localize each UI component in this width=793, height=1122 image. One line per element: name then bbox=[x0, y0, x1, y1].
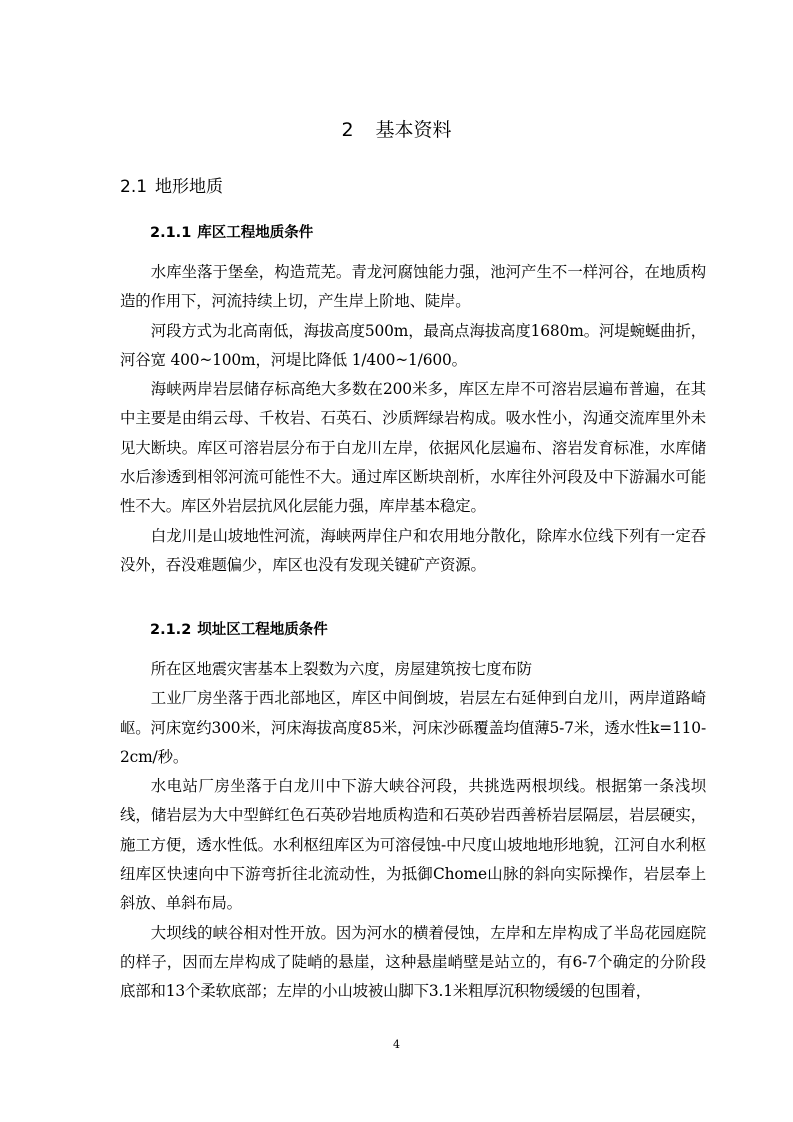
body-paragraph: 海峡两岸岩层储存标高绝大多数在200米多，库区左岸不可溶岩层遍布普遍，在其中主要是由绢云母、千枚岩、石英石、沙质辉绿岩构成。吸水性小，沟通交流库里外未见大断块。库区可溶岩层分布于白龙川左岸，依据风化层遍布、溶岩发育标准，水库储水后渗透到相邻河流可能性不大。通过库区断块剖析，水库往外河段及中下游漏水可能性不大。库区外岩层抗风化层能力强，库岸基本稳定。 bbox=[120, 380, 706, 516]
chapter-number: 2 bbox=[341, 119, 354, 141]
subsection-heading-2 bbox=[150, 620, 328, 640]
subsection-heading-1 bbox=[150, 223, 313, 243]
subsection-title: 库区工程地质条件 bbox=[197, 225, 314, 241]
body-paragraph: 工业厂房坐落于西北部地区，库区中间倒坡，岩层左右延伸到白龙川，两岸道路崎岖。河床宽约300米，河床海拔高度85米，河床沙砾覆盖均值薄5-7米，透水性k=110-2cm/秒。 bbox=[120, 689, 706, 766]
section-title: 地形地质 bbox=[155, 177, 224, 197]
section-number: 2.1 bbox=[120, 177, 148, 197]
body-paragraph: 水库坐落于堡垒，构造荒芜。青龙河腐蚀能力强，池河产生不一样河谷，在地质构造的作用下，河流持续上切，产生岸上阶地、陡岸。 bbox=[120, 263, 706, 311]
body-paragraph: 大坝线的峡谷相对性开放。因为河水的横着侵蚀，左岸和左岸构成了半岛花园庭院的样子，因而左岸构成了陡峭的悬崖，这种悬崖峭壁是站立的，有6-7个确定的分阶段底部和13个柔软底部；左岸的小山坡被山脚下3.1米粗厚沉积物缓缓的包围着， bbox=[120, 923, 706, 1001]
body-paragraph: 所在区地震灾害基本上裂数为六度，房屋建筑按七度布防 bbox=[150, 660, 532, 678]
subsection-number: 2.1.1 bbox=[150, 225, 192, 241]
chapter-title: 基本资料 bbox=[375, 119, 452, 141]
subsection-number: 2.1.2 bbox=[150, 622, 192, 638]
body-paragraph: 白龙川是山坡地性河流，海峡两岸住户和农用地分散化，除库水位线下列有一定吞没外，吞没难题偏少，库区也没有发现关键矿产资源。 bbox=[120, 526, 706, 574]
subsection-body-2 bbox=[120, 655, 706, 1007]
body-paragraph: 水电站厂房坐落于白龙川中下游大峡谷河段，共挑选两根坝线。根据第一条浅坝线，储岩层为大中型鲜红色石英砂岩地质构造和石英砂岩西善桥岩层隔层，岩层硬实，施工方便，透水性低。水利枢纽库区为可溶侵蚀-中尺度山坡地地形地貌，江河自水利枢纽库区快速向中下游弯折往北流动性，为抵御Chome山脉的斜向实际操作，岩层奉上斜放、单斜布局。 bbox=[120, 777, 706, 913]
page-number: 4 bbox=[393, 1038, 400, 1051]
chapter-heading bbox=[0, 118, 793, 142]
subsection-body-1 bbox=[120, 258, 706, 580]
body-paragraph: 河段方式为北高南低，海拔高度500m，最高点海拔高度1680m。河堤蜿蜒曲折，河谷宽 400~100m，河堤比降低 1/400~1/600。 bbox=[120, 321, 706, 369]
subsection-title: 坝址区工程地质条件 bbox=[197, 622, 328, 638]
section-heading bbox=[120, 176, 223, 198]
